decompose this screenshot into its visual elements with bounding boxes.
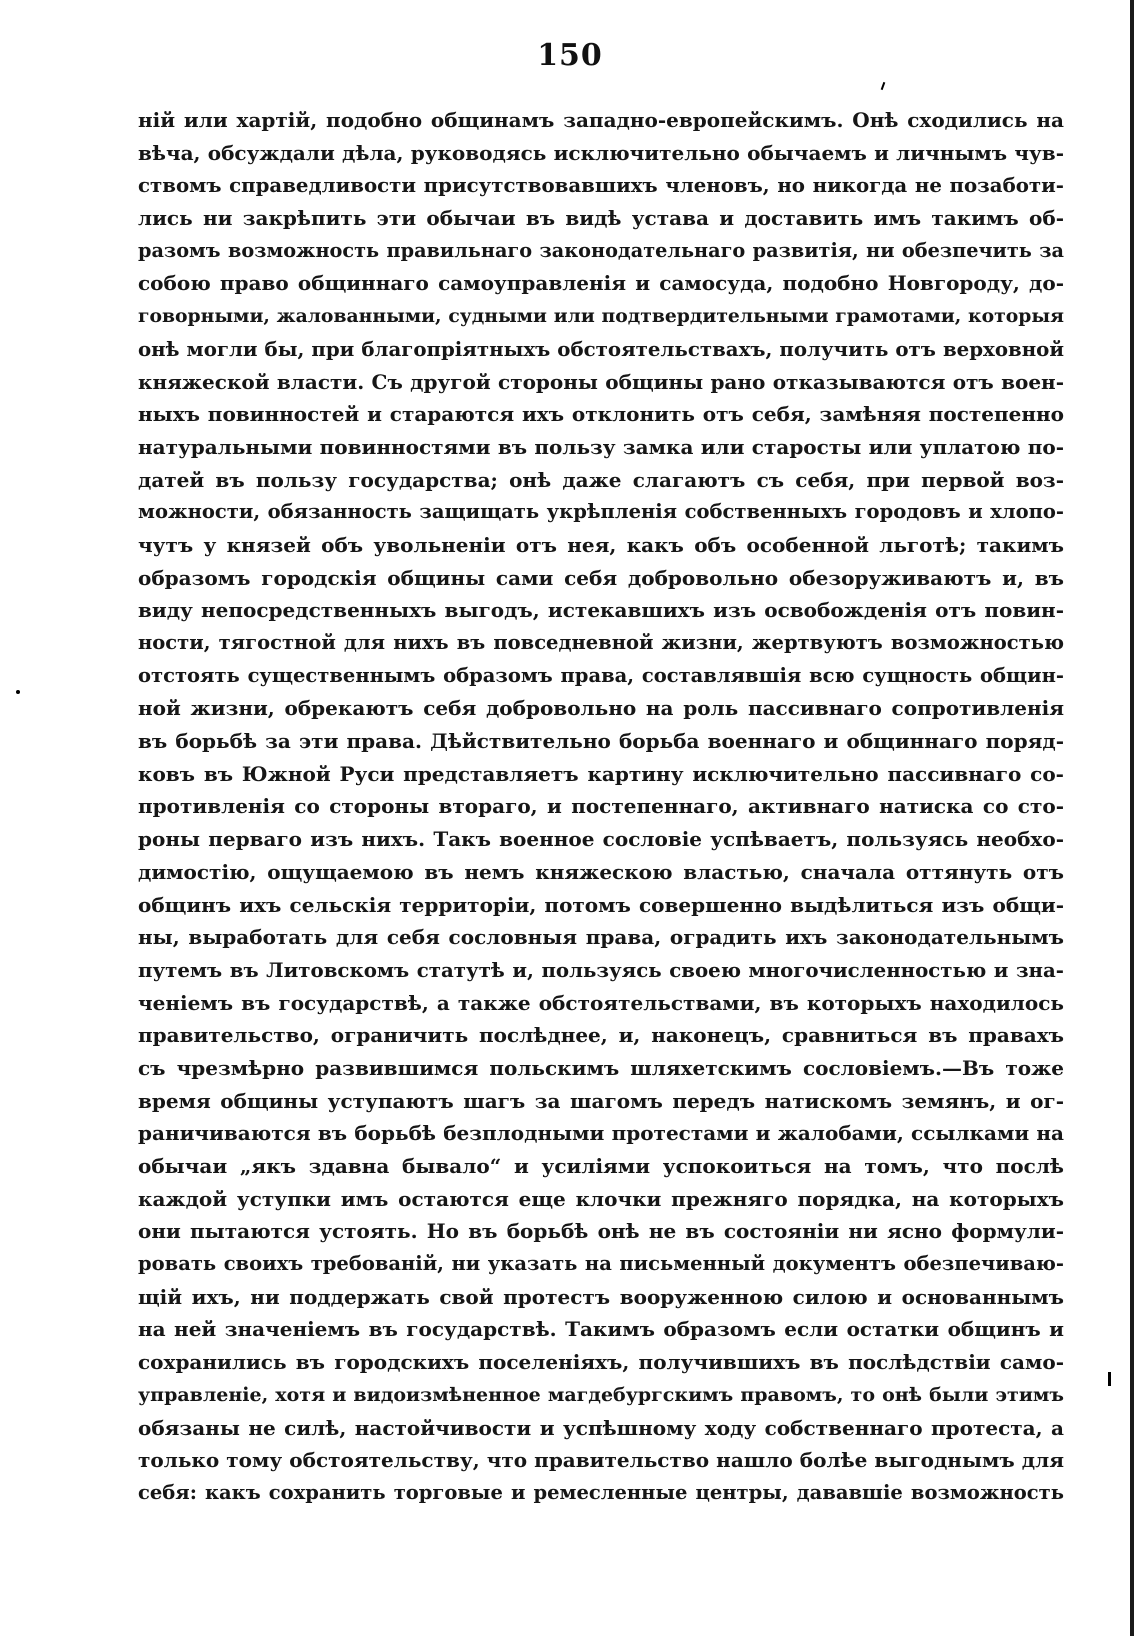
- text-line: только тому обстоятельству, что правительство нашло болѣе выгоднымъ для: [138, 1448, 1064, 1473]
- text-line: виду непосредственныхъ выгодъ, истекавшихъ изъ освобожденія отъ повин-: [138, 598, 1064, 623]
- text-line: ній или хартій, подобно общинамъ западно-европейскимъ. Онѣ сходились на: [138, 108, 1064, 132]
- text-line: собою право общиннаго самоуправленія и самосуда, подобно Новгороду, до-: [138, 271, 1064, 296]
- text-line: ныхъ повинностей и стараются ихъ отклонить отъ себя, замѣняя постепенно: [138, 402, 1064, 427]
- text-line: можности, обязанность защищать укрѣпленія собственныхъ городовъ и хлопо-: [138, 500, 1064, 524]
- text-line: датей въ пользу государства; онѣ даже слагаютъ съ себя, при первой воз-: [138, 467, 1064, 492]
- text-line: общинъ ихъ сельскія территоріи, потомъ совершенно выдѣлиться изъ общи-: [138, 892, 1064, 917]
- text-line: обычаи „якъ здавна бывало“ и усиліями успокоиться на томъ, что послѣ: [138, 1154, 1064, 1178]
- text-line: разомъ возможность правильнаго законодательнаго развитія, ни обезпечить за: [138, 238, 1064, 262]
- text-line: путемъ въ Литовскомъ статутѣ и, пользуясь своею многочисленностью и зна-: [138, 957, 1064, 982]
- text-line: лись ни закрѣпить эти обычаи въ видѣ устава и доставить имъ такимъ об-: [138, 206, 1064, 231]
- text-line: ности, тягостной для нихъ въ повседневной жизни, жертвуютъ возможностью: [138, 631, 1064, 654]
- text-line: говорными, жалованными, судными или подтвердительными грамотами, которыя: [138, 305, 1064, 328]
- text-line: ровать своихъ требованій, ни указать на письменный документъ обезпечиваю-: [138, 1252, 1064, 1276]
- text-line: вѣча, обсуждали дѣла, руководясь исключительно обычаемъ и личнымъ чув-: [138, 140, 1064, 165]
- scan-edge-line: [1130, 0, 1134, 1636]
- page-number: 150: [537, 38, 603, 73]
- text-line: каждой уступки имъ остаются еще клочки прежняго порядка, на которыхъ: [138, 1186, 1064, 1211]
- text-line: димостію, ощущаемою въ немъ княжескою властью, сначала оттянуть отъ: [138, 859, 1064, 884]
- text-line: отстоять существеннымъ образомъ права, составлявшія всю сущность общин-: [138, 663, 1064, 687]
- text-line: управленіе, хотя и видоизмѣненное магдебургскимъ правомъ, то онѣ были этимъ: [138, 1383, 1064, 1406]
- text-line: съ чрезмѣрно развившимся польскимъ шляхетскимъ сословіемъ.—Въ тоже: [138, 1055, 1064, 1080]
- text-line: сохранились въ городскихъ поселеніяхъ, получившихъ въ послѣдствіи само-: [138, 1350, 1064, 1375]
- text-line: они пытаются устоять. Но въ борьбѣ онѣ не въ состояніи ни ясно формули-: [138, 1219, 1064, 1244]
- text-line: чутъ у князей объ увольненіи отъ нея, какъ объ особенной льготѣ; такимъ: [138, 532, 1064, 557]
- scan-speck: [16, 690, 20, 694]
- text-line: княжеской власти. Съ другой стороны общины рано отказываются отъ воен-: [138, 369, 1064, 394]
- text-line: роны перваго изъ нихъ. Такъ военное сословіе успѣваетъ, пользуясь необхо-: [138, 827, 1064, 852]
- text-line: онѣ могли бы, при благопріятныхъ обстоятельствахъ, получить отъ верховной: [138, 336, 1064, 361]
- text-line: правительство, ограничить послѣднее, и, наконецъ, сравниться въ правахъ: [138, 1023, 1064, 1048]
- text-line: ны, выработать для себя сословныя права, оградить ихъ законодательнымъ: [138, 925, 1064, 950]
- text-line: себя: какъ сохранить торговые и ремесленные центры, дававшіе возможность: [138, 1480, 1064, 1504]
- text-line: на ней значеніемъ въ государствѣ. Такимъ образомъ если остатки общинъ и: [138, 1317, 1064, 1342]
- scan-speck: [1108, 1372, 1111, 1386]
- text-line: противленія со стороны втораго, и постепеннаго, активнаго натиска со сто-: [138, 794, 1064, 819]
- body-text: [138, 104, 1064, 1510]
- text-line: ковъ въ Южной Руси представляетъ картину исключительно пассивнаго со-: [138, 761, 1064, 786]
- text-line: въ борьбѣ за эти права. Дѣйствительно борьба военнаго и общиннаго поряд-: [138, 729, 1064, 754]
- text-line: раничиваются въ борьбѣ безплодными протестами и жалобами, ссылками на: [138, 1121, 1064, 1146]
- text-line: ствомъ справедливости присутствовавшихъ членовъ, но никогда не позаботи-: [138, 173, 1064, 198]
- scan-speck: [881, 82, 886, 90]
- text-line: образомъ городскія общины сами себя добровольно обезоруживаютъ и, въ: [138, 565, 1064, 590]
- text-line: время общины уступаютъ шагъ за шагомъ передъ натискомъ земянъ, и ог-: [138, 1088, 1064, 1113]
- text-line: натуральными повинностями въ пользу замка или старосты или уплатою по-: [138, 434, 1064, 459]
- text-line: ченіемъ въ государствѣ, а также обстоятельствами, въ которыхъ находилось: [138, 990, 1064, 1015]
- text-line: обязаны не силѣ, настойчивости и успѣшному ходу собственнаго протеста, а: [138, 1415, 1064, 1440]
- text-line: ной жизни, обрекаютъ себя добровольно на роль пассивнаго сопротивленія: [138, 696, 1064, 721]
- text-line: щій ихъ, ни поддержать свой протестъ вооруженною силою и основаннымъ: [138, 1284, 1064, 1309]
